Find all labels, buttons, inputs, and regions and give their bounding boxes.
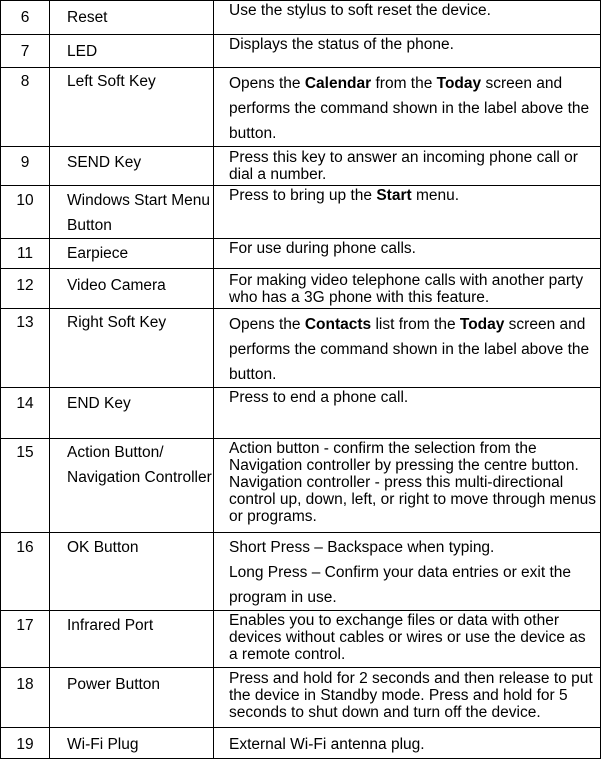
item-description: Press and hold for 2 seconds and then release to put the device in Standby mode. Press and hold for 5 seconds to shut down and turn off the device. bbox=[214, 668, 601, 728]
navigation-controller-text: Navigation controller - press this multi-directional control up, down, left, or right to move through menus or programs. bbox=[229, 474, 597, 525]
item-description: For making video telephone calls with another party who has a 3G phone with this feature. bbox=[214, 269, 601, 309]
item-name: Power Button bbox=[50, 668, 214, 728]
item-number: 9 bbox=[1, 147, 50, 186]
item-name: Video Camera bbox=[50, 269, 214, 309]
item-name: OK Button bbox=[50, 533, 214, 611]
item-name: Reset bbox=[50, 1, 214, 35]
item-number: 6 bbox=[1, 1, 50, 35]
item-number: 15 bbox=[1, 439, 50, 533]
table-row bbox=[1, 439, 601, 533]
table-row bbox=[1, 388, 601, 439]
item-name: Left Soft Key bbox=[50, 68, 214, 147]
item-description: Opens the Calendar from the Today screen and performs the command shown in the label above the button. bbox=[214, 68, 601, 147]
item-description bbox=[214, 439, 601, 533]
item-name: Action Button/ Navigation Controller bbox=[50, 439, 214, 533]
table-row bbox=[1, 147, 601, 186]
table-row bbox=[1, 269, 601, 309]
item-description: Press to end a phone call. bbox=[214, 388, 601, 439]
item-name: Windows Start Menu Button bbox=[50, 186, 214, 239]
item-name: Earpiece bbox=[50, 239, 214, 269]
table-row bbox=[1, 68, 601, 147]
item-name: Infrared Port bbox=[50, 611, 214, 668]
action-button-text: Action button - confirm the selection from the Navigation controller by pressing the centre button. bbox=[229, 440, 579, 474]
table-row bbox=[1, 35, 601, 68]
table-row bbox=[1, 611, 601, 668]
item-description: Enables you to exchange files or data with other devices without cables or wires or use the device as a remote control. bbox=[214, 611, 601, 668]
item-description: For use during phone calls. bbox=[214, 239, 601, 269]
item-description: External Wi-Fi antenna plug. bbox=[214, 728, 601, 759]
item-number: 14 bbox=[1, 388, 50, 439]
item-description: Displays the status of the phone. bbox=[214, 35, 601, 68]
item-number: 11 bbox=[1, 239, 50, 269]
item-number: 17 bbox=[1, 611, 50, 668]
item-name: Right Soft Key bbox=[50, 309, 214, 388]
item-name: END Key bbox=[50, 388, 214, 439]
item-number: 7 bbox=[1, 35, 50, 68]
item-number: 16 bbox=[1, 533, 50, 611]
table-row bbox=[1, 1, 601, 35]
table-row bbox=[1, 668, 601, 728]
item-description: Press this key to answer an incoming phone call or dial a number. bbox=[214, 147, 601, 186]
item-number: 12 bbox=[1, 269, 50, 309]
item-number: 13 bbox=[1, 309, 50, 388]
table-row bbox=[1, 309, 601, 388]
table-row bbox=[1, 239, 601, 269]
item-number: 19 bbox=[1, 728, 50, 759]
table-row bbox=[1, 728, 601, 759]
item-description: Press to bring up the Start menu. bbox=[214, 186, 601, 239]
item-number: 10 bbox=[1, 186, 50, 239]
item-name: SEND Key bbox=[50, 147, 214, 186]
item-name: LED bbox=[50, 35, 214, 68]
item-description: Opens the Contacts list from the Today screen and performs the command shown in the label above the button. bbox=[214, 309, 601, 388]
table-row bbox=[1, 533, 601, 611]
short-press-text: Short Press – Backspace when typing. bbox=[229, 539, 495, 556]
item-number: 18 bbox=[1, 668, 50, 728]
item-name: Wi-Fi Plug bbox=[50, 728, 214, 759]
long-press-text: Long Press – Confirm your data entries or exit the program in use. bbox=[229, 564, 572, 606]
table-row bbox=[1, 186, 601, 239]
item-number: 8 bbox=[1, 68, 50, 147]
item-description: Use the stylus to soft reset the device. bbox=[214, 1, 601, 35]
item-description bbox=[214, 533, 601, 611]
